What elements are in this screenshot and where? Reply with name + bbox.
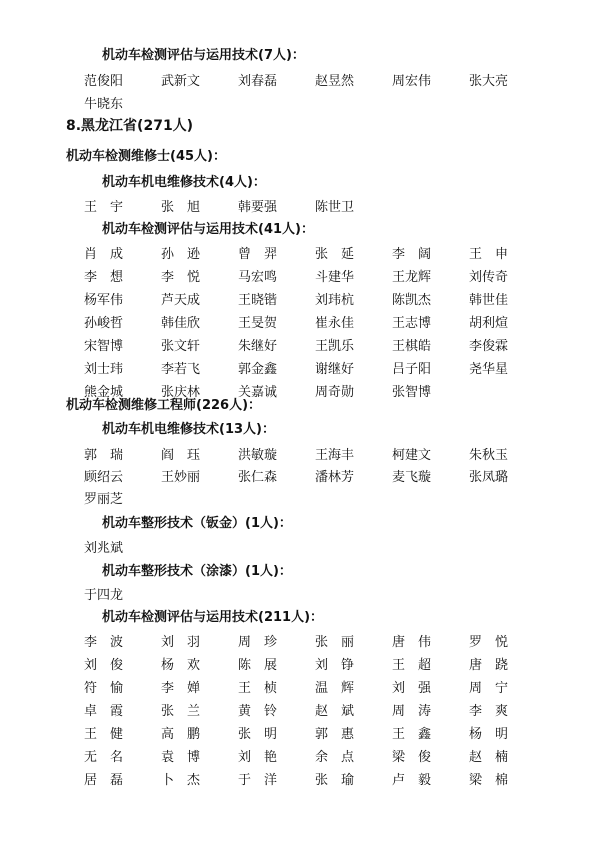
person-name: 刘春磊 (238, 74, 278, 89)
person-name: 张智博 (392, 385, 432, 400)
person-name: 温 辉 (315, 681, 355, 696)
person-name: 周奇勋 (315, 385, 355, 400)
person-name: 刘 强 (392, 681, 432, 696)
name-row (84, 631, 564, 649)
person-name: 谢继好 (315, 362, 355, 377)
person-name: 李 悦 (161, 270, 201, 285)
person-name: 黄 铃 (238, 704, 278, 719)
person-name: 武新文 (161, 74, 201, 89)
person-name: 梁 俊 (392, 750, 432, 765)
person-name: 张文轩 (161, 339, 201, 354)
name-row (84, 93, 564, 111)
person-name: 陈世卫 (315, 200, 355, 215)
person-name: 王志博 (392, 316, 432, 331)
person-name: 刘 艳 (238, 750, 278, 765)
name-row (84, 584, 564, 602)
person-name: 卢 毅 (392, 773, 432, 788)
subsection-heading: 机动车机电维修技术(13人)： (102, 422, 275, 437)
person-name: 符 愉 (84, 681, 124, 696)
name-row (84, 312, 564, 330)
person-name: 孙峻哲 (84, 316, 124, 331)
person-name: 朱秋玉 (469, 448, 509, 463)
person-name: 尧华星 (469, 362, 509, 377)
person-name: 唐 跷 (469, 658, 509, 673)
person-name: 张庆林 (161, 385, 201, 400)
person-name: 王海丰 (315, 448, 355, 463)
subsection-heading: 机动车检测评估与运用技术(7人)： (102, 48, 305, 63)
person-name: 王旻贺 (238, 316, 278, 331)
person-name: 麦飞璇 (392, 470, 432, 485)
person-name: 周 珍 (238, 635, 278, 650)
category-heading: 机动车检测维修士(45人)： (66, 149, 226, 164)
person-name: 赵 斌 (315, 704, 355, 719)
person-name: 余 点 (315, 750, 355, 765)
person-name: 张凤璐 (469, 470, 509, 485)
person-name: 马宏鸣 (238, 270, 278, 285)
person-name: 陈 展 (238, 658, 278, 673)
name-row (84, 70, 564, 88)
person-name: 朱继好 (238, 339, 278, 354)
person-name: 王棋皓 (392, 339, 432, 354)
person-name: 王凯乐 (315, 339, 355, 354)
person-name: 刘 俊 (84, 658, 124, 673)
person-name: 洪敏璇 (238, 448, 278, 463)
person-name: 胡利煊 (469, 316, 509, 331)
person-name: 罗丽芝 (84, 492, 124, 507)
person-name: 熊金城 (84, 385, 124, 400)
person-name: 王 鑫 (392, 727, 432, 742)
person-name: 卜 杰 (161, 773, 201, 788)
person-name: 刘兆斌 (84, 541, 124, 556)
person-name: 郭 瑞 (84, 448, 124, 463)
name-row (84, 537, 564, 555)
name-row (84, 289, 564, 307)
person-name: 孙 逊 (161, 247, 201, 262)
person-name: 张 瑜 (315, 773, 355, 788)
subsection-heading: 机动车整形技术（钣金）(1人)： (102, 516, 292, 531)
person-name: 杨 明 (469, 727, 509, 742)
person-name: 芦天成 (161, 293, 201, 308)
name-row (84, 466, 564, 484)
person-name: 王 宇 (84, 200, 124, 215)
person-name: 居 磊 (84, 773, 124, 788)
person-name: 刘玮杭 (315, 293, 355, 308)
person-name: 张 延 (315, 247, 355, 262)
person-name: 韩佳欣 (161, 316, 201, 331)
person-name: 李若飞 (161, 362, 201, 377)
person-name: 于 洋 (238, 773, 278, 788)
person-name: 张仁森 (238, 470, 278, 485)
person-name: 范俊阳 (84, 74, 124, 89)
person-name: 宋智博 (84, 339, 124, 354)
person-name: 唐 伟 (392, 635, 432, 650)
subsection-heading: 机动车检测评估与运用技术(211人)： (102, 610, 324, 625)
person-name: 赵 楠 (469, 750, 509, 765)
person-name: 周 宁 (469, 681, 509, 696)
person-name: 曾 羿 (238, 247, 278, 262)
province-heading: 8.黑龙江省(271人) (66, 118, 194, 134)
person-name: 杨军伟 (84, 293, 124, 308)
person-name: 吕子阳 (392, 362, 432, 377)
subsection-heading: 机动车整形技术（涂漆）(1人)： (102, 564, 292, 579)
name-row (84, 769, 564, 787)
person-name: 无 名 (84, 750, 124, 765)
person-name: 刘 铮 (315, 658, 355, 673)
person-name: 周 涛 (392, 704, 432, 719)
name-row (84, 723, 564, 741)
person-name: 阎 珏 (161, 448, 201, 463)
person-name: 李 婵 (161, 681, 201, 696)
name-row (84, 444, 564, 462)
person-name: 赵昱然 (315, 74, 355, 89)
person-name: 于四龙 (84, 588, 124, 603)
person-name: 韩世佳 (469, 293, 509, 308)
person-name: 张 兰 (161, 704, 201, 719)
person-name: 潘林芳 (315, 470, 355, 485)
person-name: 李 爽 (469, 704, 509, 719)
person-name: 李俊霖 (469, 339, 509, 354)
person-name: 刘传奇 (469, 270, 509, 285)
person-name: 刘 羽 (161, 635, 201, 650)
subsection-heading: 机动车检测评估与运用技术(41人)： (102, 222, 314, 237)
person-name: 王晓锴 (238, 293, 278, 308)
person-name: 周宏伟 (392, 74, 432, 89)
name-row (84, 488, 564, 506)
person-name: 郭 惠 (315, 727, 355, 742)
person-name: 袁 博 (161, 750, 201, 765)
name-row (84, 266, 564, 284)
person-name: 斗建华 (315, 270, 355, 285)
name-row (84, 746, 564, 764)
person-name: 李 想 (84, 270, 124, 285)
person-name: 顾绍云 (84, 470, 124, 485)
person-name: 关嘉诚 (238, 385, 278, 400)
person-name: 罗 悦 (469, 635, 509, 650)
person-name: 王妙丽 (161, 470, 201, 485)
name-row (84, 358, 564, 376)
person-name: 张大亮 (469, 74, 509, 89)
person-name: 张 丽 (315, 635, 355, 650)
person-name: 刘士玮 (84, 362, 124, 377)
name-row (84, 335, 564, 353)
person-name: 王 健 (84, 727, 124, 742)
person-name: 王 申 (469, 247, 509, 262)
person-name: 柯建文 (392, 448, 432, 463)
person-name: 梁 棉 (469, 773, 509, 788)
person-name: 王 桢 (238, 681, 278, 696)
name-row (84, 677, 564, 695)
person-name: 张 明 (238, 727, 278, 742)
subsection-heading: 机动车机电维修技术(4人)： (102, 175, 266, 190)
person-name: 杨 欢 (161, 658, 201, 673)
person-name: 张 旭 (161, 200, 201, 215)
name-row (84, 243, 564, 261)
person-name: 崔永佳 (315, 316, 355, 331)
person-name: 高 鹏 (161, 727, 201, 742)
name-row (84, 196, 564, 214)
person-name: 王龙辉 (392, 270, 432, 285)
person-name: 李 阔 (392, 247, 432, 262)
person-name: 李 波 (84, 635, 124, 650)
person-name: 肖 成 (84, 247, 124, 262)
category-heading: 机动车检测维修工程师(226人)： (66, 398, 262, 413)
person-name: 牛晓东 (84, 97, 124, 112)
person-name: 王 超 (392, 658, 432, 673)
name-row (84, 654, 564, 672)
person-name: 卓 霞 (84, 704, 124, 719)
name-row (84, 700, 564, 718)
person-name: 陈凯杰 (392, 293, 432, 308)
person-name: 韩要强 (238, 200, 278, 215)
person-name: 郭金鑫 (238, 362, 278, 377)
